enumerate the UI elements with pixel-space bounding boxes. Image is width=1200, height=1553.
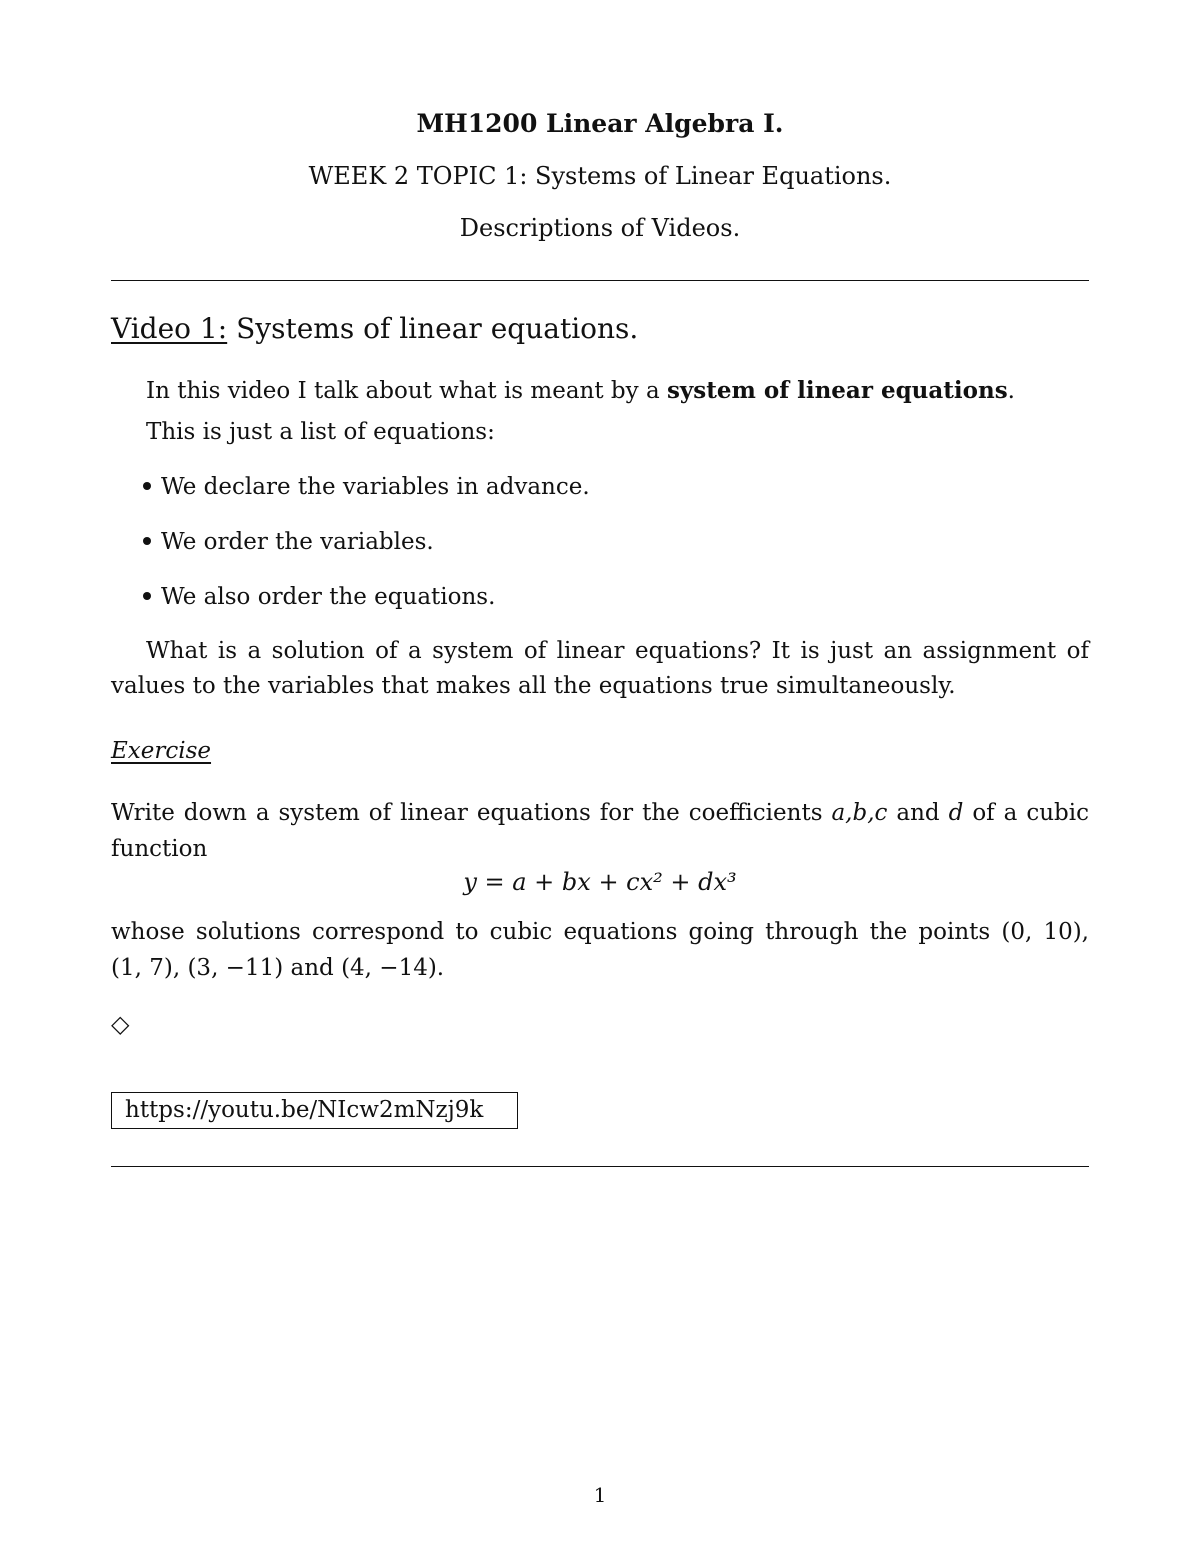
topic-subtitle: WEEK 2 TOPIC 1: Systems of Linear Equations. — [308, 162, 892, 190]
intro-paragraph — [146, 377, 1015, 404]
solution-paragraph-line: values to the variables that makes all the equations true simultaneously. — [111, 673, 956, 699]
course-title: MH1200 Linear Algebra I. — [416, 109, 784, 138]
cubic-formula: y = a + bx + cx² + dx³ — [463, 868, 737, 896]
end-of-exercise-diamond-icon: ◇ — [111, 1010, 130, 1038]
solution-paragraph-line: What is a solution of a system of linear equations? It is just an assignment of — [146, 638, 1089, 664]
intro-period: . — [1007, 378, 1015, 404]
bullet-item — [143, 529, 434, 555]
video-heading — [111, 312, 638, 345]
bullet-text: We order the variables. — [161, 529, 434, 555]
exercise-text: of a cubic — [963, 800, 1090, 826]
bullet-icon — [143, 537, 151, 545]
video-link[interactable]: https://youtu.be/NIcw2mNzj9k — [111, 1092, 518, 1129]
video-title: Systems of linear equations. — [236, 312, 639, 345]
coefficient-variable-d: d — [948, 800, 964, 826]
exercise-text-line — [111, 800, 1089, 826]
intro-text: In this video I talk about what is meant by a — [146, 378, 667, 404]
exercise-heading: Exercise — [111, 738, 212, 764]
intro-bold-term: system of linear equations — [666, 377, 1008, 404]
bullet-icon — [143, 482, 151, 490]
bottom-divider — [111, 1166, 1089, 1167]
list-intro: This is just a list of equations: — [146, 419, 495, 445]
bullet-item — [143, 474, 590, 500]
bullet-item — [143, 584, 495, 610]
bullet-icon — [143, 592, 151, 600]
exercise-text: and — [887, 800, 949, 826]
section-description: Descriptions of Videos. — [459, 214, 741, 242]
exercise-text-line: whose solutions correspond to cubic equations going through the points (0, 10), — [111, 919, 1089, 945]
bullet-text: We declare the variables in advance. — [161, 474, 590, 500]
top-divider — [111, 280, 1089, 281]
page-number: 1 — [593, 1483, 607, 1507]
exercise-text-line: (1, 7), (3, −11) and (4, −14). — [111, 955, 445, 981]
video-label: Video 1: — [111, 312, 228, 345]
exercise-text-line: function — [111, 836, 208, 862]
exercise-text: Write down a system of linear equations for the coefficients — [111, 800, 832, 826]
bullet-text: We also order the equations. — [161, 584, 496, 610]
coefficient-variables: a,b,c — [831, 800, 888, 826]
